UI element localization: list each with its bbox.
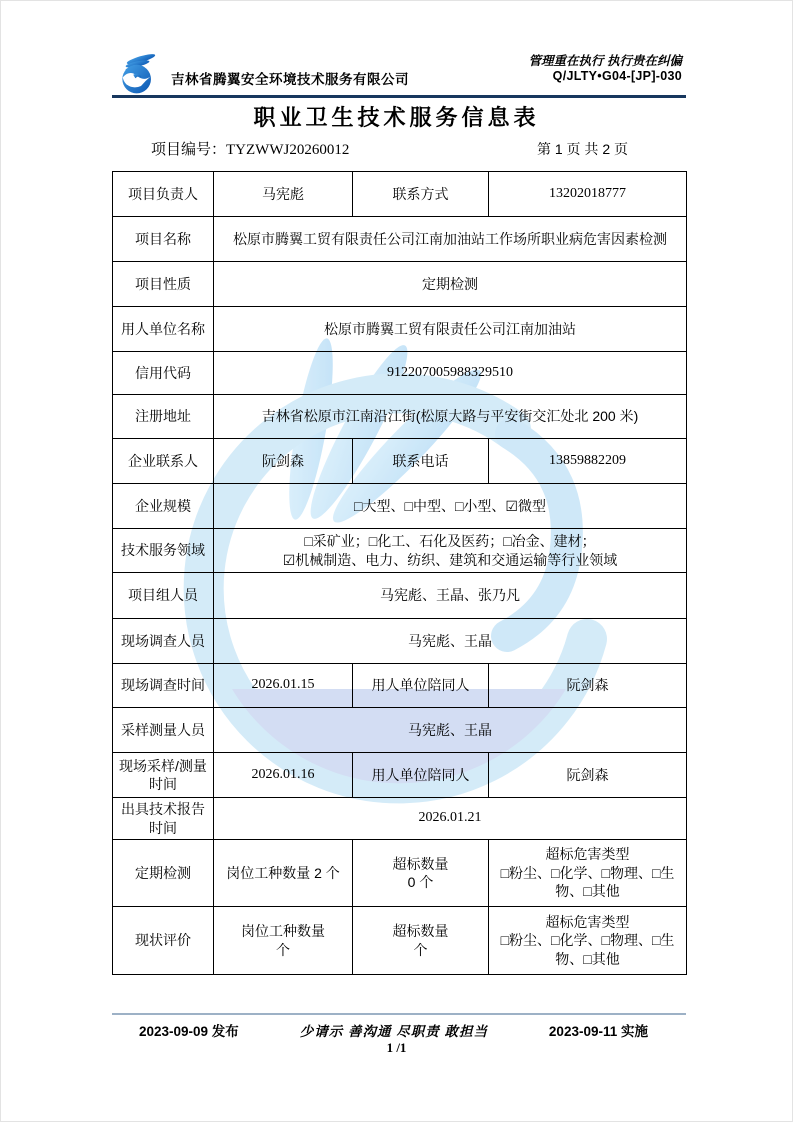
cell-line: 个 bbox=[413, 941, 428, 958]
cell-value: 松原市腾翼工贸有限责任公司江南加油站工作场所职业病危害因素检测 bbox=[214, 217, 687, 262]
cell-value: 马宪彪 bbox=[214, 172, 353, 217]
cell-value: 马宪彪、王晶 bbox=[214, 619, 687, 664]
cell-line: 超标危害类型 bbox=[545, 913, 630, 930]
table-row bbox=[113, 798, 687, 840]
table-row bbox=[113, 907, 687, 975]
cell-value: 13202018777 bbox=[489, 172, 687, 217]
header-right-block bbox=[529, 51, 682, 83]
table-row bbox=[113, 217, 687, 262]
table-row bbox=[113, 619, 687, 664]
cell-value-checkboxes bbox=[214, 529, 687, 573]
header-rule bbox=[112, 95, 686, 98]
table-row bbox=[113, 664, 687, 708]
cell-label: 技术服务领域 bbox=[113, 529, 214, 573]
cell-label bbox=[113, 753, 214, 798]
cell-label-line: 时间 bbox=[149, 776, 177, 792]
cell-value: 岗位工种数量 2 个 bbox=[214, 840, 353, 907]
cell-label-line: 出具技术报告 bbox=[121, 801, 205, 818]
cell-value-checkboxes: □大型、□中型、□小型、☑微型 bbox=[214, 484, 687, 529]
cell-value: 13859882209 bbox=[489, 439, 687, 484]
cell-value-checkboxes bbox=[489, 840, 687, 907]
cell-line: □采矿业；□化工、石化及医药；□冶金、建材； bbox=[304, 533, 596, 550]
implement-date: 2023-09-11 实施 bbox=[548, 1024, 648, 1039]
cell-label: 项目组人员 bbox=[113, 573, 214, 619]
cell-label: 项目名称 bbox=[113, 217, 214, 262]
cell-value: 阮剑森 bbox=[489, 753, 687, 798]
project-number-value: TYZWWJ20260012 bbox=[226, 142, 350, 158]
cell-value: 2026.01.21 bbox=[214, 798, 687, 840]
table-row bbox=[113, 307, 687, 352]
company-logo-icon bbox=[115, 51, 167, 95]
cell-label: 用人单位陪同人 bbox=[353, 664, 489, 708]
cell-label: 注册地址 bbox=[113, 395, 214, 439]
cell-label: 定期检测 bbox=[113, 840, 214, 907]
info-table bbox=[112, 171, 687, 975]
document-code: Q/JLTY•G04-[JP]-030 bbox=[552, 69, 682, 83]
cell-line: 0 个 bbox=[407, 874, 434, 890]
cell-value bbox=[214, 907, 353, 975]
cell-value: 定期检测 bbox=[214, 262, 687, 307]
cell-value: 912207005988329510 bbox=[214, 352, 687, 395]
cell-label: 企业规模 bbox=[113, 484, 214, 529]
cell-value: 阮剑森 bbox=[214, 439, 353, 484]
cell-label: 用人单位陪同人 bbox=[353, 753, 489, 798]
cell-value-checkboxes bbox=[489, 907, 687, 975]
cell-label-line: 时间 bbox=[149, 819, 177, 836]
project-number-label: 项目编号： bbox=[151, 141, 227, 158]
table-row bbox=[113, 573, 687, 619]
page-title: 职业卫生技术服务信息表 bbox=[253, 105, 540, 130]
project-number bbox=[151, 138, 349, 159]
cell-label: 联系方式 bbox=[353, 172, 489, 217]
cell-label: 项目性质 bbox=[113, 262, 214, 307]
cell-label: 现场调查人员 bbox=[113, 619, 214, 664]
cell-value bbox=[353, 907, 489, 975]
cell-value: 马宪彪、王晶、张乃凡 bbox=[214, 573, 687, 619]
table-row bbox=[113, 262, 687, 307]
table-row bbox=[113, 708, 687, 753]
cell-label: 项目负责人 bbox=[113, 172, 214, 217]
cell-label: 企业联系人 bbox=[113, 439, 214, 484]
cell-line: 个 bbox=[276, 941, 290, 958]
cell-line: 超标数量 bbox=[392, 855, 449, 872]
cell-value: 松原市腾翼工贸有限责任公司江南加油站 bbox=[214, 307, 687, 352]
cell-line: □粉尘、□化学、□物理、□生物、□其他 bbox=[500, 932, 675, 967]
footer-line bbox=[112, 1020, 686, 1040]
cell-value bbox=[353, 840, 489, 907]
cell-label: 信用代码 bbox=[113, 352, 214, 395]
table-row bbox=[113, 840, 687, 907]
cell-label: 现场调查时间 bbox=[113, 664, 214, 708]
cell-value: 吉林省松原市江南沿江街(松原大路与平安街交汇处北 200 米) bbox=[214, 395, 687, 439]
cell-line: ☑机械制造、电力、纺织、建筑和交通运输等行业领域 bbox=[282, 551, 618, 568]
cell-label: 采样测量人员 bbox=[113, 708, 214, 753]
cell-label: 用人单位名称 bbox=[113, 307, 214, 352]
cell-label-line: 现场采样/测量 bbox=[119, 757, 207, 774]
table-row bbox=[113, 352, 687, 395]
table-row bbox=[113, 529, 687, 573]
cell-value: 2026.01.16 bbox=[214, 753, 353, 798]
cell-line: 岗位工种数量 bbox=[241, 923, 325, 940]
table-row bbox=[113, 439, 687, 484]
cell-line: □粉尘、□化学、□物理、□生物、□其他 bbox=[500, 864, 675, 900]
cell-value: 阮剑森 bbox=[489, 664, 687, 708]
cell-label: 联系电话 bbox=[353, 439, 489, 484]
table-row bbox=[113, 395, 687, 439]
release-date: 2023-09-09 发布 bbox=[139, 1024, 239, 1039]
cell-value: 2026.01.15 bbox=[214, 664, 353, 708]
cell-line: 超标危害类型 bbox=[545, 846, 630, 863]
table-row bbox=[113, 484, 687, 529]
page-indicator: 第 1 页 共 2 页 bbox=[536, 141, 628, 157]
footer-rule bbox=[112, 1013, 686, 1015]
cell-label: 现状评价 bbox=[113, 907, 214, 975]
cell-value: 马宪彪、王晶 bbox=[214, 708, 687, 753]
page-number: 1 /1 bbox=[386, 1040, 407, 1055]
table-row bbox=[113, 753, 687, 798]
table-row bbox=[113, 172, 687, 217]
header-motto: 管理重在执行 执行贵在纠偏 bbox=[528, 54, 682, 68]
cell-line: 超标数量 bbox=[392, 923, 449, 940]
footer-motto: 少请示 善沟通 尽职责 敢担当 bbox=[299, 1024, 488, 1039]
company-name: 吉林省腾翼安全环境技术服务有限公司 bbox=[171, 72, 409, 87]
cell-label bbox=[113, 798, 214, 840]
